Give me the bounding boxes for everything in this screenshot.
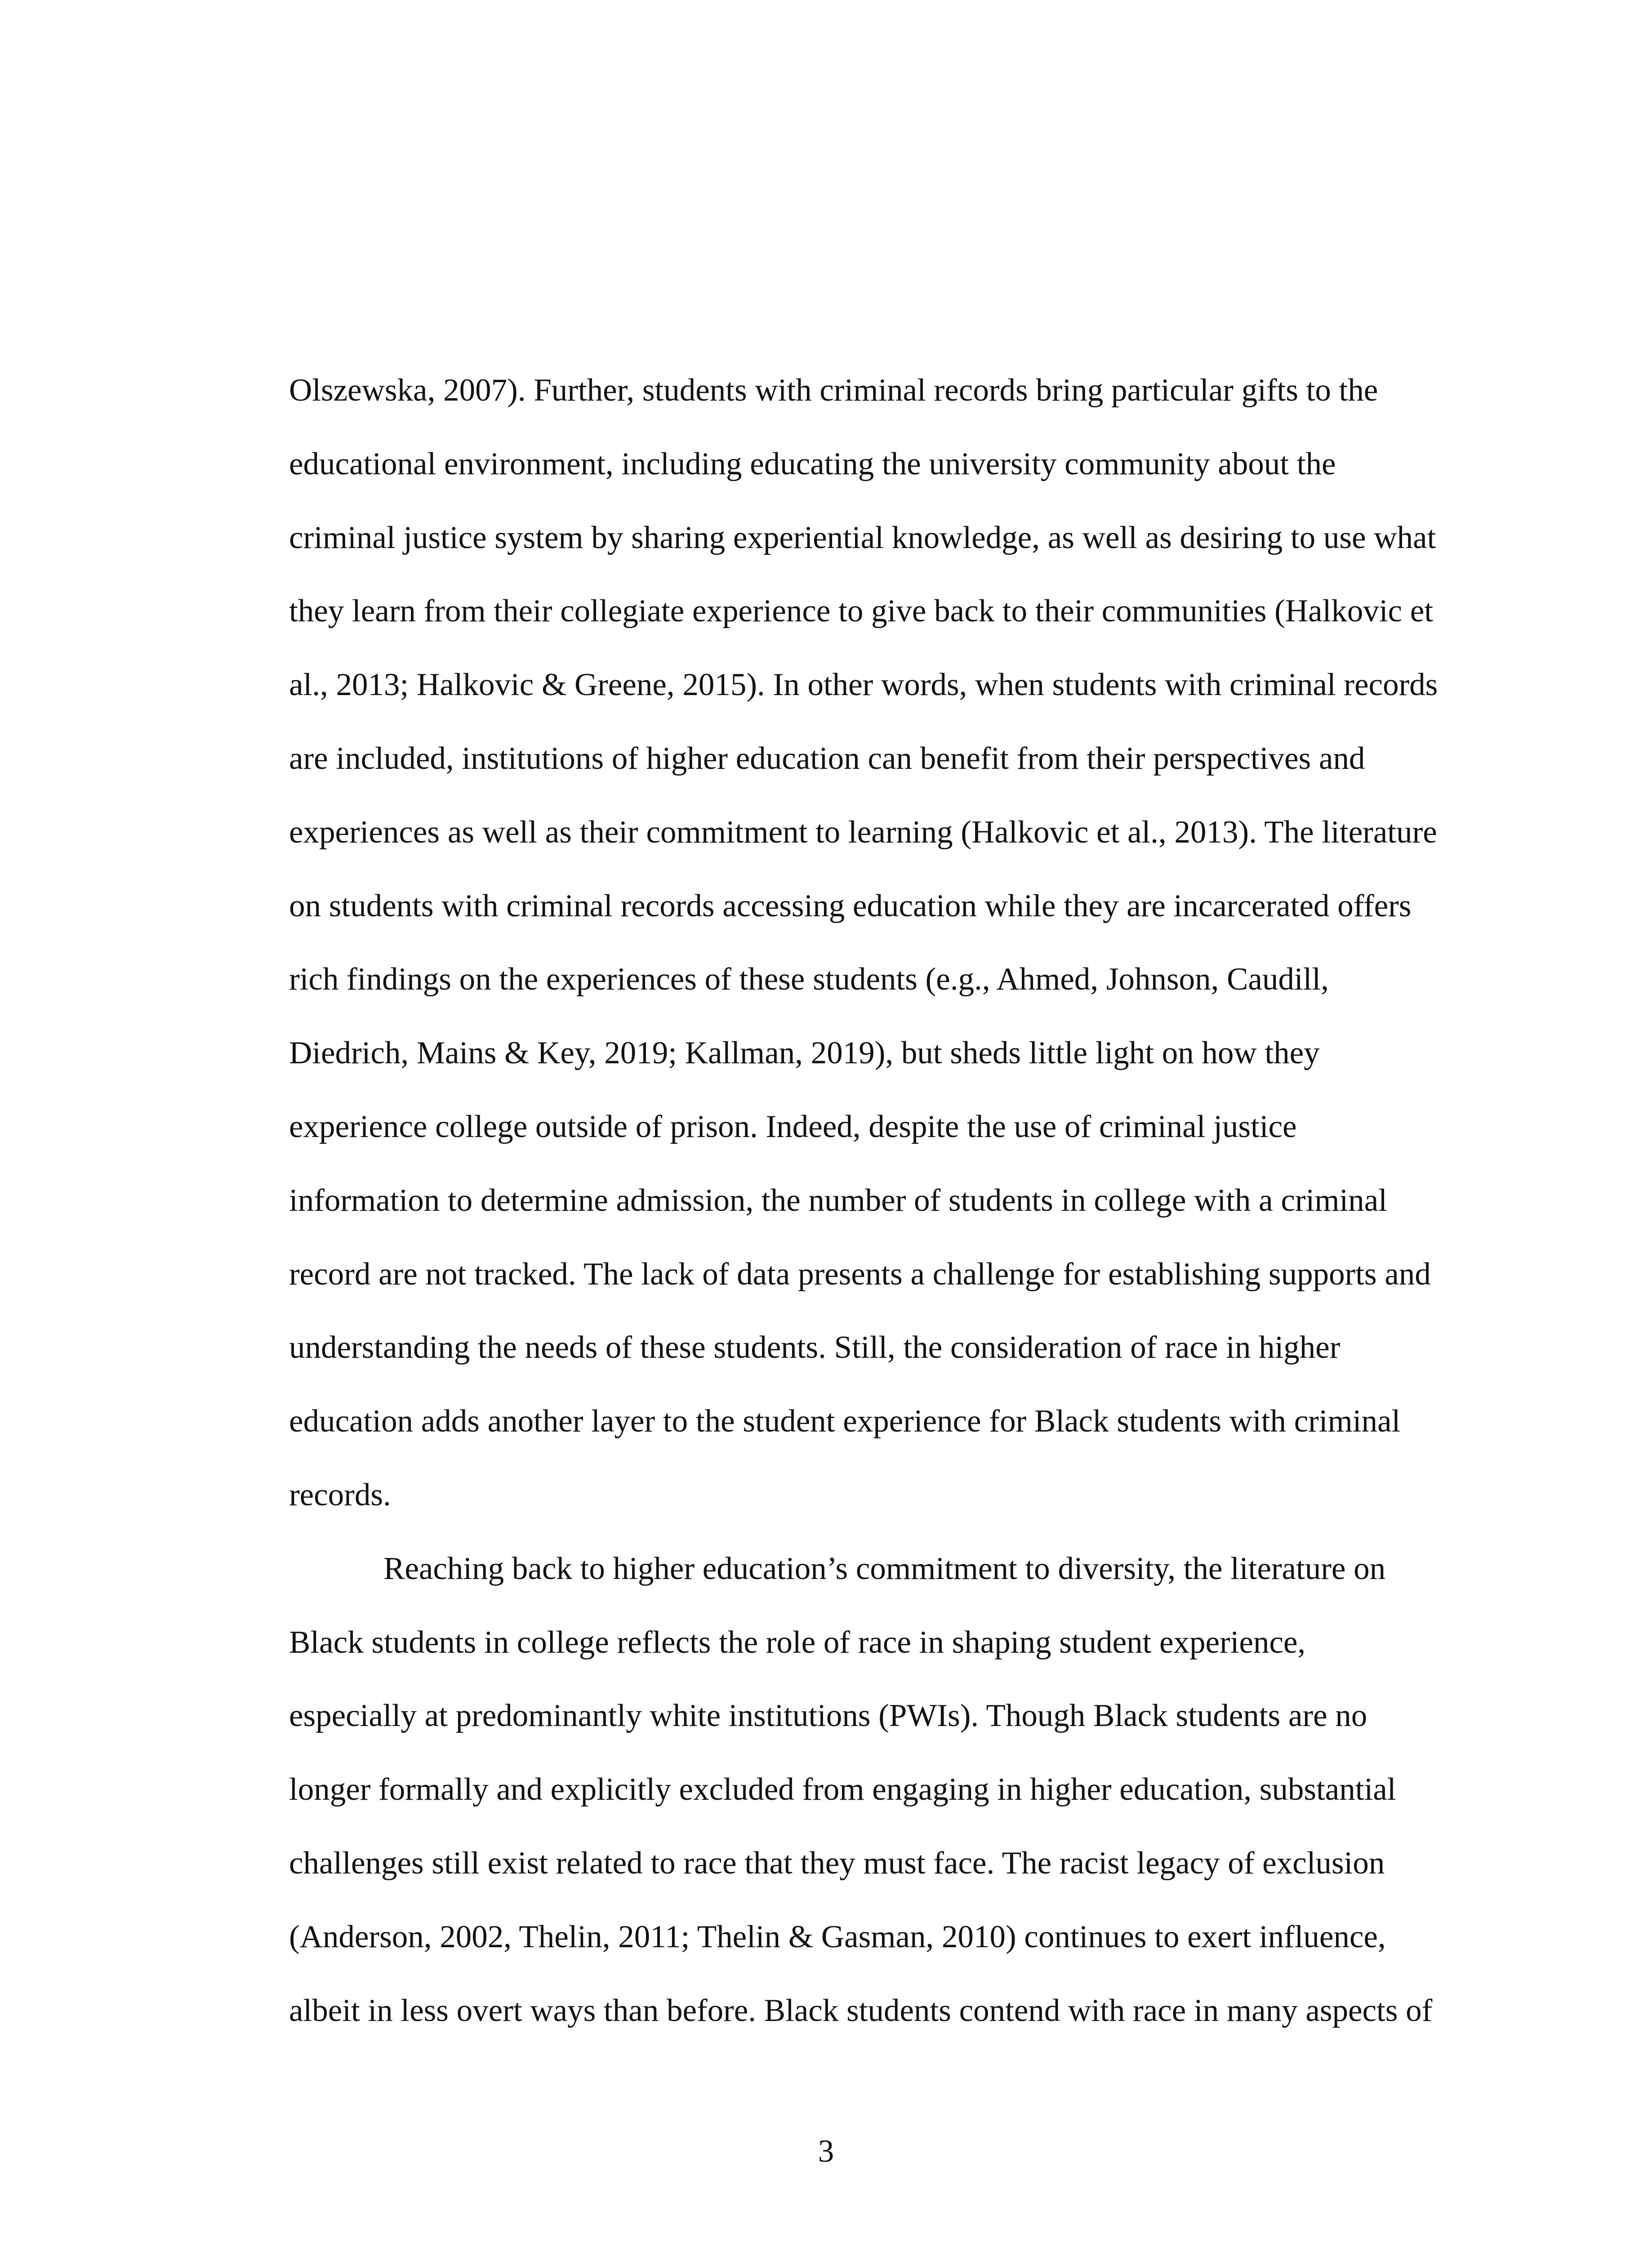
text-line: understanding the needs of these students. Still, the consideration of race in higher: [289, 1330, 1340, 1365]
text-line: rich findings on the experiences of these students (e.g., Ahmed, Johnson, Caudill,: [289, 962, 1329, 997]
text-line: al., 2013; Halkovic & Greene, 2015). In other words, when students with criminal records: [289, 667, 1438, 703]
text-line: especially at predominantly white institutions (PWIs). Though Black students are no: [289, 1698, 1367, 1734]
text-line: Diedrich, Mains & Key, 2019; Kallman, 2019), but sheds little light on how they: [289, 1035, 1320, 1071]
text-line: on students with criminal records accessing education while they are incarcerated offers: [289, 888, 1412, 923]
text-line: Olszewska, 2007). Further, students with criminal records bring particular gifts to the: [289, 373, 1378, 408]
text-line: information to determine admission, the number of students in college with a criminal: [289, 1182, 1388, 1218]
text-line: challenges still exist related to race that they must face. The racist legacy of exclusion: [289, 1845, 1385, 1881]
paragraph-2: [289, 1532, 1458, 2048]
text-line: experiences as well as their commitment to learning (Halkovic et al., 2013). The literature: [289, 814, 1437, 850]
text-line: education adds another layer to the student experience for Black students with criminal: [289, 1404, 1401, 1439]
page-number: 3: [818, 2134, 834, 2169]
text-line: longer formally and explicitly excluded from engaging in higher education, substantial: [289, 1772, 1396, 1807]
text-line: albeit in less overt ways than before. Black students contend with race in many aspects of: [289, 1993, 1433, 2028]
text-line: are included, institutions of higher education can benefit from their perspectives and: [289, 740, 1365, 776]
text-line: Black students in college reflects the role of race in shaping student experience,: [289, 1624, 1306, 1660]
text-line: Reaching back to higher education’s commitment to diversity, the literature on: [383, 1551, 1386, 1586]
text-line: experience college outside of prison. Indeed, despite the use of criminal justice: [289, 1109, 1297, 1144]
text-line: records.: [289, 1477, 391, 1512]
text-line: criminal justice system by sharing experiential knowledge, as well as desiring to use what: [289, 520, 1436, 555]
paragraph-1: [289, 354, 1458, 1532]
text-line: (Anderson, 2002, Thelin, 2011; Thelin & Gasman, 2010) continues to exert influence,: [289, 1919, 1386, 1954]
body-text: [289, 354, 1458, 2047]
text-line: they learn from their collegiate experience to give back to their communities (Halkovic et: [289, 593, 1434, 629]
text-line: educational environment, including educating the university community about the: [289, 446, 1336, 482]
text-line: record are not tracked. The lack of data presents a challenge for establishing supports and: [289, 1256, 1431, 1292]
